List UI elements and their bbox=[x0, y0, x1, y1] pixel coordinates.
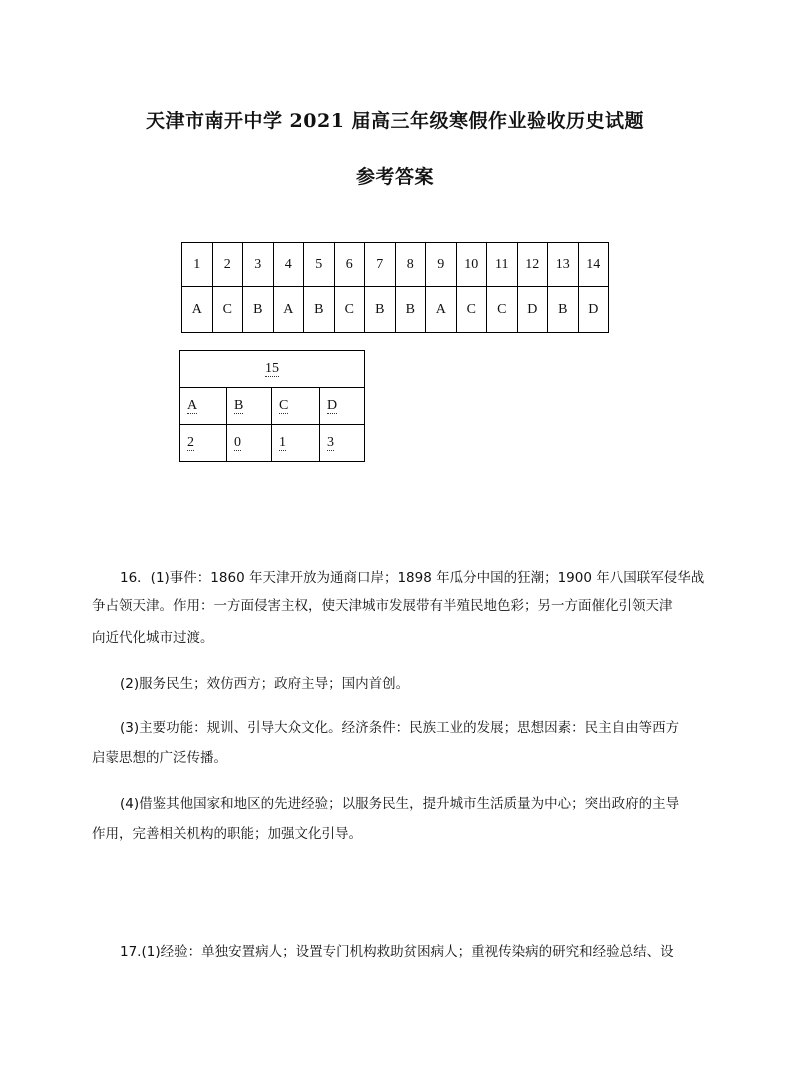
question-number: 8 bbox=[395, 243, 426, 287]
question-15-value-row bbox=[180, 425, 365, 462]
question-15-table bbox=[179, 350, 365, 462]
question-15-number: 15 bbox=[265, 361, 279, 376]
answer-cell: C bbox=[487, 287, 518, 333]
answer-cell: B bbox=[304, 287, 335, 333]
question-number: 4 bbox=[273, 243, 304, 287]
question-15-option-row bbox=[180, 388, 365, 425]
option-value: 0 bbox=[234, 435, 241, 450]
value-cell bbox=[272, 425, 320, 462]
answer-cell: B bbox=[395, 287, 426, 333]
option-cell bbox=[227, 388, 272, 425]
option-label: C bbox=[279, 398, 289, 413]
answer-cell: D bbox=[517, 287, 548, 333]
question-number: 5 bbox=[304, 243, 335, 287]
value-cell bbox=[320, 425, 365, 462]
q16-part4-line2: 作用，完善相关机构的职能；加强文化引导。 bbox=[92, 826, 362, 842]
question-number: 3 bbox=[243, 243, 274, 287]
option-cell bbox=[180, 388, 227, 425]
question-15-header-cell bbox=[180, 351, 365, 388]
value-cell bbox=[180, 425, 227, 462]
question-number: 12 bbox=[517, 243, 548, 287]
q16-part2: (2)服务民生；效仿西方；政府主导；国内首创。 bbox=[120, 676, 410, 692]
q16-part3-line1: (3)主要功能：规训、引导大众文化。经济条件：民族工业的发展；思想因素：民主自由等西方 bbox=[120, 720, 680, 736]
document-subtitle: 参考答案 bbox=[355, 166, 434, 188]
answer-cell: B bbox=[548, 287, 579, 333]
answer-cell: B bbox=[365, 287, 396, 333]
option-value: 1 bbox=[279, 435, 286, 450]
question-number: 9 bbox=[426, 243, 457, 287]
answer-table-number-row bbox=[182, 243, 609, 287]
option-label: D bbox=[327, 398, 338, 413]
question-number: 2 bbox=[212, 243, 243, 287]
option-cell bbox=[272, 388, 320, 425]
option-value: 2 bbox=[187, 435, 194, 450]
option-value: 3 bbox=[327, 435, 334, 450]
q16-part3-line2: 启蒙思想的广泛传播。 bbox=[92, 750, 227, 766]
q16-part1-line3: 向近代化城市过渡。 bbox=[92, 630, 214, 646]
question-number: 14 bbox=[578, 243, 609, 287]
option-label: B bbox=[234, 398, 244, 413]
answer-cell: A bbox=[273, 287, 304, 333]
answer-cell: C bbox=[334, 287, 365, 333]
question-number: 1 bbox=[182, 243, 213, 287]
question-number: 6 bbox=[334, 243, 365, 287]
question-number: 11 bbox=[487, 243, 518, 287]
answer-cell: D bbox=[578, 287, 609, 333]
q16-part1-line2: 争占领天津。作用：一方面侵害主权，使天津城市发展带有半殖民地色彩；另一方面催化引领天津 bbox=[92, 598, 673, 614]
answer-table-answer-row bbox=[182, 287, 609, 333]
document-title: 天津市南开中学 2021 届高三年级寒假作业验收历史试题 bbox=[145, 110, 645, 132]
q16-part4-line1: (4)借鉴其他国家和地区的先进经验；以服务民生，提升城市生活质量为中心；突出政府的主导 bbox=[120, 796, 680, 812]
answer-table bbox=[181, 242, 609, 333]
answer-cell: C bbox=[456, 287, 487, 333]
question-number: 7 bbox=[365, 243, 396, 287]
answer-cell: C bbox=[212, 287, 243, 333]
option-label: A bbox=[187, 398, 198, 413]
option-cell bbox=[320, 388, 365, 425]
q17-part1-line1: 17.(1)经验：单独安置病人；设置专门机构救助贫困病人；重视传染病的研究和经验总结、设 bbox=[120, 944, 674, 960]
question-number: 13 bbox=[548, 243, 579, 287]
value-cell bbox=[227, 425, 272, 462]
question-15-header-row bbox=[180, 351, 365, 388]
answer-cell: B bbox=[243, 287, 274, 333]
q16-part1-line1: 16．(1)事件：1860 年天津开放为通商口岸；1898 年瓜分中国的狂潮；1900 年八国联军侵华战 bbox=[120, 570, 705, 586]
question-number: 10 bbox=[456, 243, 487, 287]
answer-cell: A bbox=[182, 287, 213, 333]
answer-cell: A bbox=[426, 287, 457, 333]
